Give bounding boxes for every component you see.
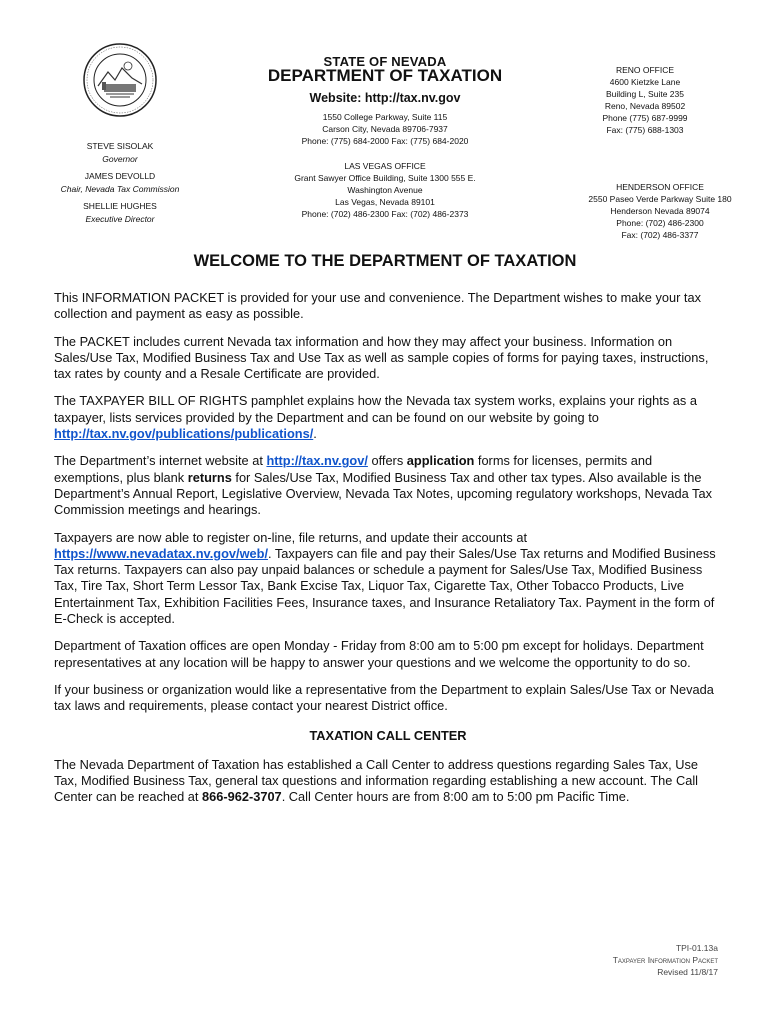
welcome-title: WELCOME TO THE DEPARTMENT OF TAXATION — [193, 252, 577, 270]
state-heading: STATE OF NEVADA — [323, 54, 447, 69]
paragraph-intro: This INFORMATION PACKET is provided for your use and convenience. The Department wishes to make your tax collection and payment as easy as possible. — [54, 290, 701, 322]
call-center-phone: 866-962-3707 — [201, 789, 282, 805]
department-heading: DEPARTMENT OF TAXATION — [267, 66, 503, 85]
carson-city-address: 1550 College Parkway, Suite 115 Carson City, Nevada 89706-7937 Phone: (775) 684-2000 Fax: (775) 684-2020 — [301, 112, 469, 146]
paragraph-website: The Department’s internet website at http://tax.nv.gov/ offers application forms for licenses, permits and exemptions, plus blank returns for Sales/Use Tax, Modified Business Tax and other tax types. Also available is the Department’s Annual Report, Legislative Overview, Nevada Tax Notes, upcoming regulatory workshops, Nevada Tax Commission meetings and hearings. — [54, 453, 712, 518]
paragraph-call-center: The Nevada Department of Taxation has established a Call Center to address questions regarding Sales Tax, Use Tax, Modified Business Tax, general tax questions and information regarding establishing a new account. The Call Center can be reached at 866-962-3707. Call Center hours are from 8:00 am to 5:00 pm Pacific Time. — [54, 756, 699, 805]
packet-name: Taxpayer Information Packet — [612, 955, 718, 965]
paragraph-representative: If your business or organization would like a representative from the Department to explain Sales/Use Tax or Nevada tax laws and requirements, please contact your nearest District office. — [54, 681, 714, 714]
reno-office: RENO OFFICE 4600 Kietzke Lane Building L, Suite 235 Reno, Nevada 89502 Phone (775) 687-9999 Fax: (775) 688-1303 — [602, 65, 688, 135]
governor-name: STEVE SISOLAK — [86, 141, 154, 151]
tax-website-link[interactable]: http://tax.nv.gov/ — [266, 453, 368, 469]
henderson-office: HENDERSON OFFICE 2550 Paseo Verde Parkway Suite 180 Henderson Nevada 89074 Phone: (702) 486-2300 Fax: (702) 486-3377 — [588, 182, 732, 240]
paragraph-bill-of-rights: The TAXPAYER BILL OF RIGHTS pamphlet explains how the Nevada tax system works, explains your rights as a taxpayer, lists services provided by the Department and can be found on our website by going to http://tax.nv.gov/publications/publications/. — [54, 393, 697, 442]
chair-name: JAMES DEVOLLD — [84, 171, 156, 181]
paragraph-packet: The PACKET includes current Nevada tax information and how they may affect your business. Information on Sales/Use Tax, Modified Business Tax and Use Tax as well as sample copies of forms for paying taxes, instructions, tax rates by county and a Resale Certificate are provided. — [54, 333, 709, 382]
document-footer — [560, 942, 718, 978]
officials-list — [50, 140, 190, 226]
call-center-heading: TAXATION CALL CENTER — [309, 727, 467, 743]
website-line: Website: http://tax.nv.gov — [309, 91, 461, 105]
nevadatax-link[interactable]: https://www.nevadatax.nv.gov/web/ — [54, 545, 269, 561]
director-title: Executive Director — [85, 214, 155, 224]
paragraph-hours: Department of Taxation offices are open Monday - Friday from 8:00 am to 5:00 pm except for holidays. Department representatives at any location will be happy to answer your questions and we welcome the opportunity to do so. — [54, 638, 704, 670]
chair-title: Chair, Nevada Tax Commission — [60, 184, 180, 194]
nevada-state-seal — [82, 42, 158, 118]
publications-link[interactable]: http://tax.nv.gov/publications/publications/ — [54, 426, 314, 442]
director-name: SHELLIE HUGHES — [83, 201, 157, 211]
revision-date: Revised 11/8/17 — [657, 967, 718, 977]
paragraph-online: Taxpayers are now able to register on-line, file returns, and update their accounts at https://www.nevadatax.nv.gov/web/. Taxpayers can file and pay their Sales/Use Tax returns and Modified Business Tax returns. Taxpayers can also pay unpaid balances or schedule a payment for Sales/Use Tax, Modified Business Tax, Tire Tax, Short Term Lessor Tax, Bank Excise Tax, Liquor Tax, Cigarette Tax, Other Tobacco Products, Live Entertainment Tax, Exhibition Facilities Fees, Insurance taxes, and Insurance Retaliatory Tax. Payment in the form of E-Check is accepted. — [54, 529, 716, 627]
body-content — [54, 290, 722, 817]
las-vegas-office: LAS VEGAS OFFICE Grant Sawyer Office Building, Suite 1300 555 E. Washington Avenue Las Vegas, Nevada 89101 Phone: (702) 486-2300 Fax: (702) 486-2373 — [294, 161, 476, 219]
governor-title: Governor — [102, 154, 138, 164]
form-code: TPI-01.13a — [675, 943, 718, 953]
